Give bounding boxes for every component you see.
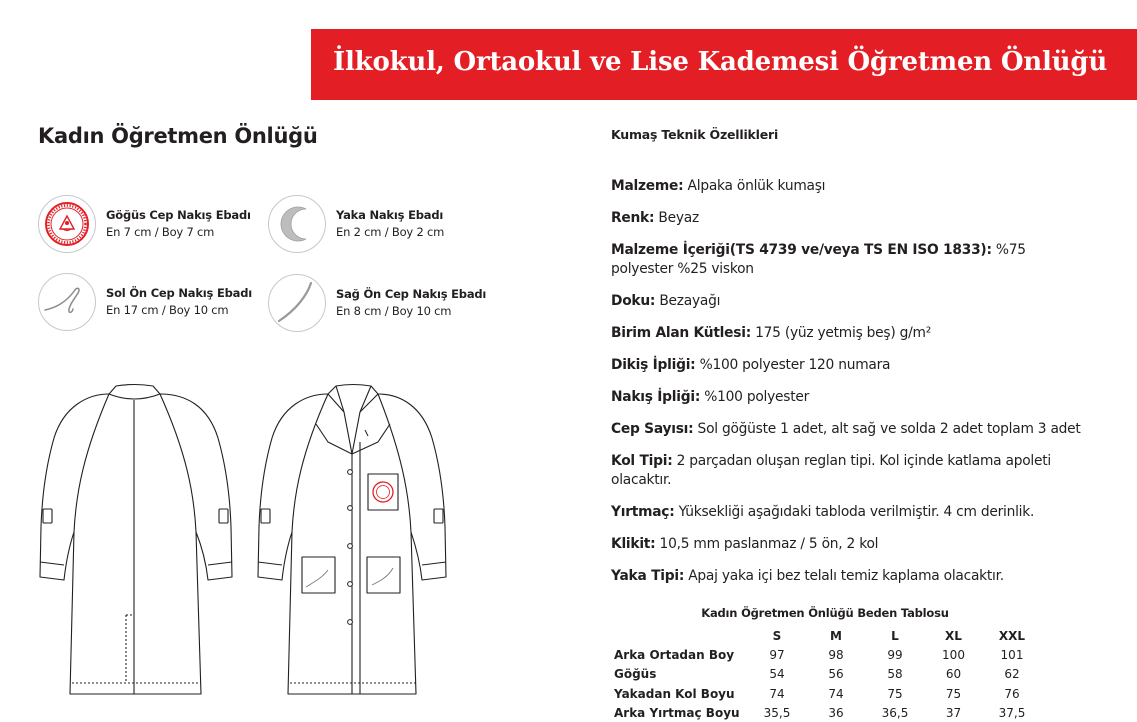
size-table: [611, 626, 1037, 722]
size-table-corner: [611, 626, 752, 645]
banner-title: İlkokul, Ortaokul ve Lise Kademesi Öğretmen Önlüğü: [333, 47, 1108, 77]
fabric-specs-list: [611, 177, 1091, 586]
table-cell: 62: [1004, 667, 1020, 682]
table-cell: 37,5: [998, 705, 1026, 720]
spec-content: Malzeme İçeriği(TS 4739 ve/veya TS EN ISO 1833): %75 polyester %25 viskon: [611, 242, 1026, 277]
table-row: [611, 684, 1037, 703]
embroidery-name: Yaka Nakış Ebadı: [336, 208, 444, 222]
table-cell: 101: [1000, 647, 1024, 662]
size-header: XXL: [998, 628, 1026, 643]
table-cell: 100: [942, 647, 965, 662]
embroidery-dimensions: En 17 cm / Boy 10 cm: [106, 303, 229, 317]
title-banner: [311, 29, 1137, 100]
spec-material: Malzeme: Alpaka önlük kumaşı: [611, 178, 826, 194]
table-cell: 54: [769, 667, 785, 682]
table-cell: 36: [828, 705, 844, 720]
table-cell: 97: [769, 647, 785, 662]
table-cell: 75: [945, 686, 962, 701]
embroidery-dimensions: En 2 cm / Boy 2 cm: [336, 225, 445, 239]
size-header: S: [772, 628, 782, 643]
table-cell: 99: [887, 647, 903, 662]
embroidery-dimensions: En 7 cm / Boy 7 cm: [106, 225, 215, 239]
table-cell: 56: [828, 667, 844, 682]
size-header: M: [830, 628, 842, 643]
row-label: Göğüs: [614, 667, 657, 682]
table-cell: 74: [828, 686, 844, 701]
page-title: Kadın Öğretmen Önlüğü: [38, 124, 318, 148]
table-cell: 98: [828, 647, 844, 662]
spec-sleeve-type: Kol Tipi: 2 parçadan oluşan reglan tipi. Kol içinde katlama apoleti olacaktır.: [611, 453, 1051, 488]
size-header: XL: [945, 628, 962, 643]
embroidery-item-right-pocket: [268, 274, 528, 334]
table-row: [611, 665, 1037, 684]
embroidery-item-left-pocket: [38, 273, 298, 333]
embroidery-name: Sağ Ön Cep Nakış Ebadı: [336, 287, 487, 301]
embroidery-dimensions: En 8 cm / Boy 10 cm: [336, 304, 452, 318]
ministry-emblem-icon: [38, 195, 96, 253]
embroidery-name: Göğüs Cep Nakış Ebadı: [106, 208, 251, 222]
embroidery-name: Sol Ön Cep Nakış Ebadı: [106, 286, 253, 300]
spec-sewing-thread: Dikiş İpliği: %100 polyester 120 numara: [611, 357, 891, 373]
spec-color: Renk: Beyaz: [611, 210, 699, 226]
coat-back-view-drawing: [36, 382, 242, 700]
row-label: Yakadan Kol Boyu: [614, 686, 735, 701]
table-cell: 75: [887, 686, 903, 701]
table-cell: 76: [1004, 686, 1020, 701]
coat-front-view-drawing: [250, 382, 456, 700]
spec-snaps: Klikit: 10,5 mm paslanmaz / 5 ön, 2 kol: [611, 536, 879, 552]
table-row: [611, 645, 1037, 664]
embroidery-item-collar: [268, 195, 528, 255]
diagonal-line-icon: [268, 274, 326, 332]
crescent-icon: [268, 195, 326, 253]
row-label: Arka Ortadan Boy: [614, 647, 735, 662]
swirl-line-icon: [38, 273, 96, 331]
table-row: [611, 703, 1037, 722]
specs-heading: Kumaş Teknik Özellikleri: [611, 127, 779, 142]
spec-pocket-count: Cep Sayısı: Sol göğüste 1 adet, alt sağ ve solda 2 adet toplam 3 adet: [611, 421, 1081, 437]
size-table-title: Kadın Öğretmen Önlüğü Beden Tablosu: [701, 606, 949, 620]
table-cell: 36,5: [881, 705, 909, 720]
table-cell: 58: [887, 667, 903, 682]
spec-slit: Yırtmaç: Yüksekliği aşağıdaki tabloda verilmiştir. 4 cm derinlik.: [611, 504, 1035, 520]
row-label: Arka Yırtmaç Boyu: [614, 705, 740, 720]
spec-weave: Doku: Bezayağı: [611, 293, 721, 309]
spec-embroidery-thread: Nakış İpliği: %100 polyester: [611, 389, 810, 405]
size-table-header-row: [611, 626, 1037, 645]
size-header: L: [891, 628, 899, 643]
table-cell: 37: [945, 705, 962, 720]
table-cell: 60: [945, 667, 962, 682]
spec-collar-type: Yaka Tipi: Apaj yaka içi bez telalı temiz kaplama olacaktır.: [611, 568, 1004, 584]
spec-weight: Birim Alan Kütlesi: 175 (yüz yetmiş beş) g/m²: [611, 325, 931, 341]
table-cell: 35,5: [763, 705, 791, 720]
table-cell: 74: [769, 686, 785, 701]
embroidery-item-chest-pocket: [38, 195, 298, 255]
